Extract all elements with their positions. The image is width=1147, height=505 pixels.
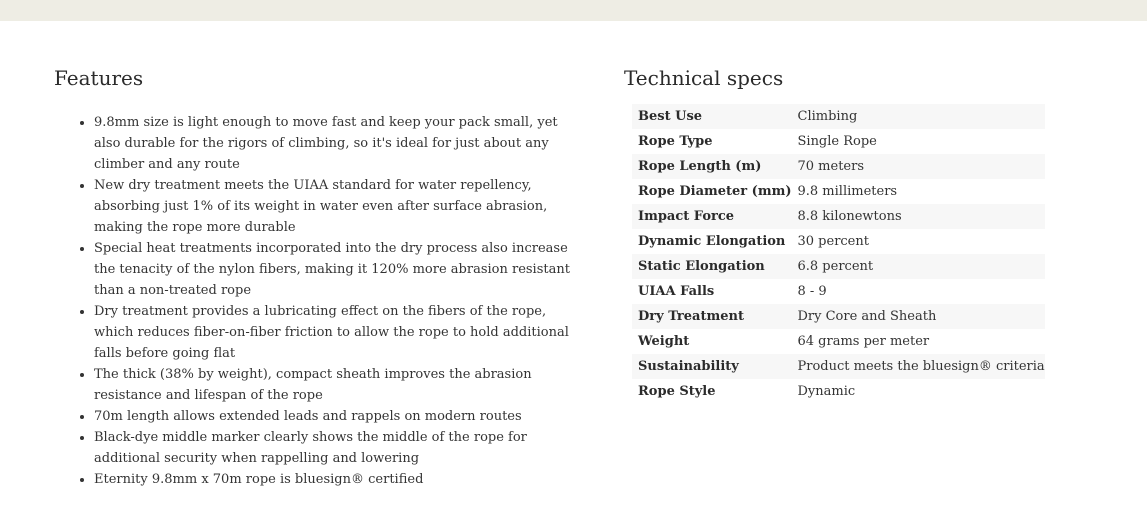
spec-row-sustainability <box>632 354 1045 379</box>
spec-label: Dynamic Elongation <box>638 234 786 249</box>
feature-item: • 9.8mm size is light enough to move fast and keep your pack small, yet also durable for the rigors of climbing, so it's ideal for just about any climber and any route <box>94 112 574 175</box>
spec-label: Sustainability <box>638 359 739 374</box>
feature-item: • Black-dye middle marker clearly shows the middle of the rope for additional security when rappelling and lowering <box>94 427 574 469</box>
spec-value: Dynamic <box>797 384 856 399</box>
feature-item: • 70m length allows extended leads and rappels on modern routes <box>94 406 574 427</box>
spec-value: 64 grams per meter <box>797 334 930 349</box>
feature-item: • The thick (38% by weight), compact sheath improves the abrasion resistance and lifespan of the rope <box>94 364 574 406</box>
spec-label: UIAA Falls <box>638 284 715 299</box>
spec-value: 6.8 percent <box>797 259 874 274</box>
spec-row-rope-diameter <box>632 179 1045 204</box>
feature-item: • Eternity 9.8mm x 70m rope is bluesign® certified <box>94 469 574 490</box>
spec-row-weight <box>632 329 1045 354</box>
spec-value: 8.8 kilonewtons <box>797 209 902 224</box>
specs-table <box>632 104 1045 404</box>
spec-row-rope-type <box>632 129 1045 154</box>
spec-row-dynamic-elongation <box>632 229 1045 254</box>
spec-row-rope-style <box>632 379 1045 404</box>
top-band <box>0 0 1147 21</box>
spec-value: Product meets the bluesign® criteria <box>797 359 1045 374</box>
spec-row-static-elongation <box>632 254 1045 279</box>
spec-value: Climbing <box>797 109 858 124</box>
spec-row-dry-treatment <box>632 304 1045 329</box>
spec-label: Impact Force <box>638 209 735 224</box>
technical-specs-title: Technical specs <box>624 66 784 90</box>
spec-value: 8 - 9 <box>797 284 827 299</box>
feature-item: • Special heat treatments incorporated into the dry process also increase the tenacity of the nylon fibers, making it 120% more abrasion resistant than a non-treated rope <box>94 238 574 301</box>
spec-value: 9.8 millimeters <box>797 184 898 199</box>
features-list <box>54 112 574 490</box>
spec-label: Rope Length (m) <box>638 159 762 174</box>
spec-value: 30 percent <box>797 234 869 249</box>
spec-row-rope-length <box>632 154 1045 179</box>
spec-label: Rope Diameter (mm) <box>638 184 792 199</box>
spec-value: 70 meters <box>797 159 864 174</box>
spec-label: Rope Style <box>638 384 716 399</box>
spec-row-uiaa-falls <box>632 279 1045 304</box>
spec-label: Rope Type <box>638 134 713 149</box>
spec-label: Weight <box>638 334 690 349</box>
feature-item: • New dry treatment meets the UIAA standard for water repellency, absorbing just 1% of its weight in water even after surface abrasion, making the rope more durable <box>94 175 574 238</box>
spec-value: Dry Core and Sheath <box>797 309 937 324</box>
spec-label: Dry Treatment <box>638 309 744 324</box>
spec-row-best-use <box>632 104 1045 129</box>
feature-item: • Dry treatment provides a lubricating effect on the fibers of the rope, which reduces fiber-on-fiber friction to allow the rope to hold additional falls before going flat <box>94 301 574 364</box>
spec-label: Static Elongation <box>638 259 765 274</box>
features-title: Features <box>54 66 144 90</box>
spec-label: Best Use <box>638 109 703 124</box>
spec-row-impact-force <box>632 204 1045 229</box>
features-section <box>54 64 574 490</box>
technical-specs-section <box>624 64 1054 404</box>
spec-value: Single Rope <box>797 134 877 149</box>
